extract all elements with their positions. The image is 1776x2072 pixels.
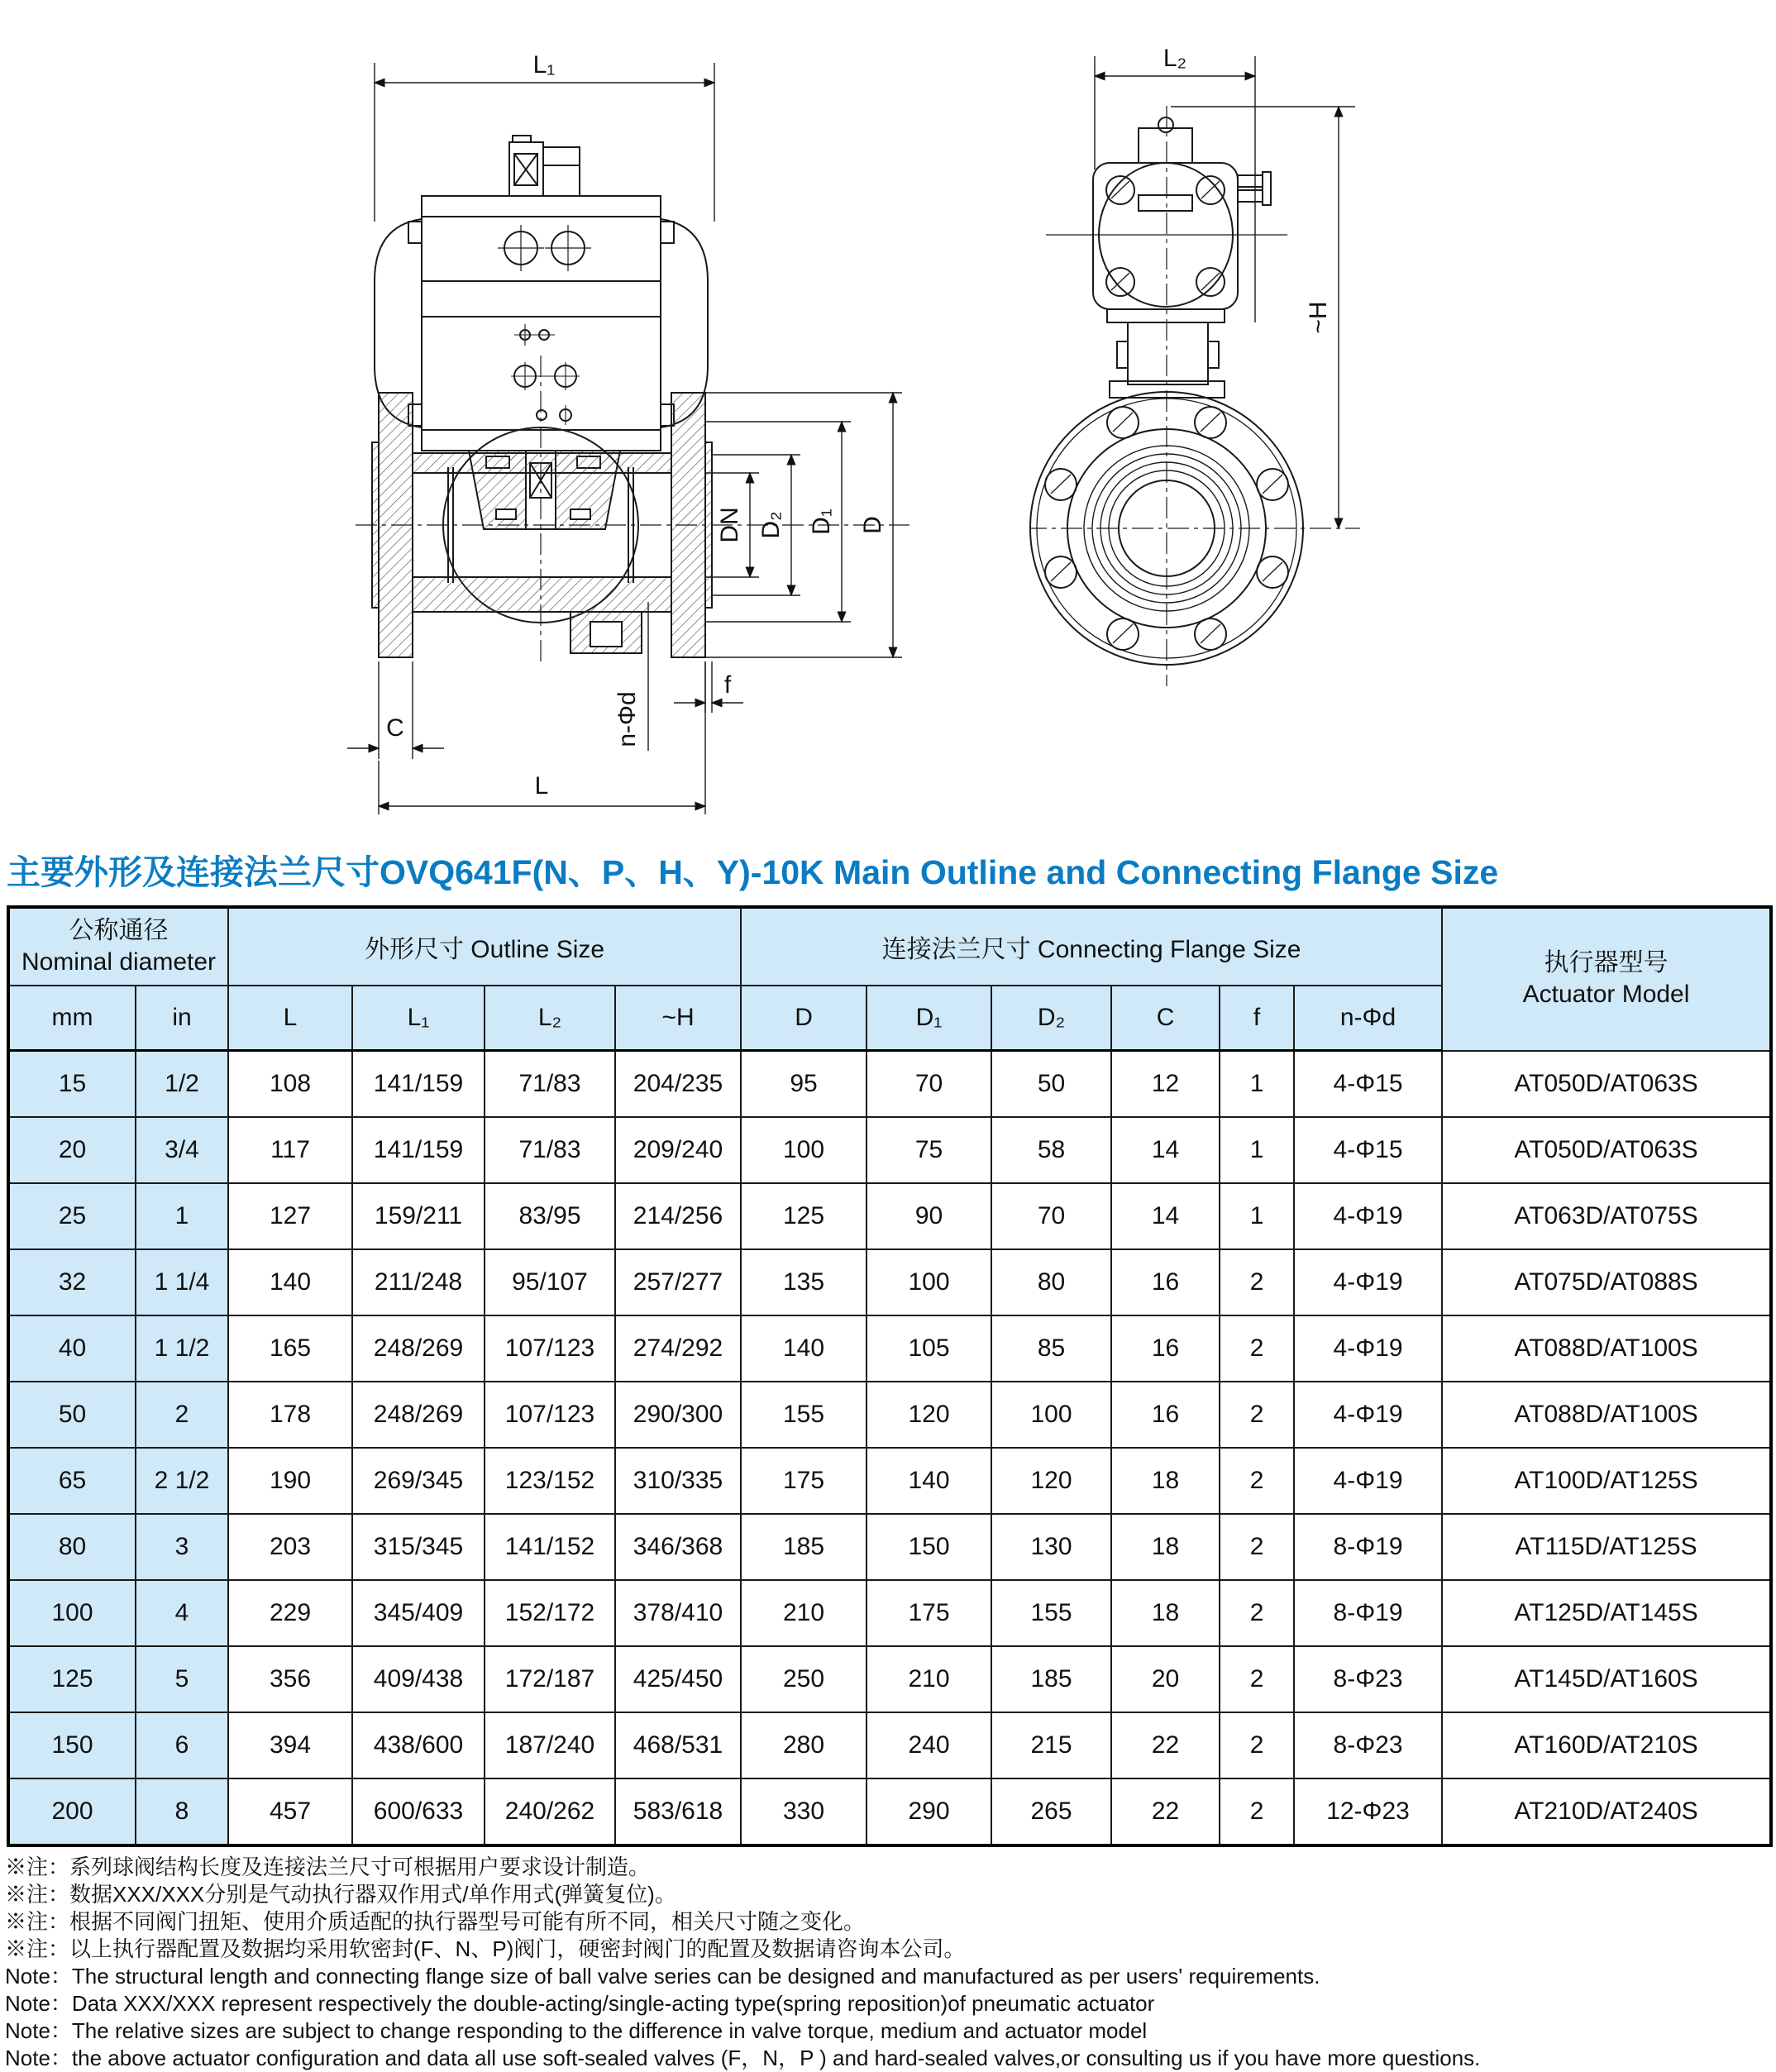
col-header-n-phi-d: n-Φd [1294, 986, 1442, 1051]
table-cell: AT125D/AT145S [1442, 1580, 1771, 1646]
table-cell: 16 [1111, 1382, 1220, 1448]
col-header-f: f [1220, 986, 1294, 1051]
table-cell: 257/277 [615, 1249, 741, 1315]
table-cell: 409/438 [352, 1646, 485, 1712]
col-header-D2: D₂ [991, 986, 1111, 1051]
table-cell: 378/410 [615, 1580, 741, 1646]
table-cell: 4-Φ19 [1294, 1382, 1442, 1448]
table-cell: 165 [228, 1315, 352, 1382]
table-cell: 100 [867, 1249, 991, 1315]
notes-block [5, 1854, 1776, 2072]
table-cell: 95 [741, 1051, 867, 1118]
table-cell: AT210D/AT240S [1442, 1778, 1771, 1845]
table-cell: 125 [8, 1646, 136, 1712]
table-row [8, 1448, 1771, 1514]
table-cell: 18 [1111, 1514, 1220, 1580]
table-cell: 600/633 [352, 1778, 485, 1845]
table-cell: 123/152 [485, 1448, 615, 1514]
table-cell: 107/123 [485, 1315, 615, 1382]
left-drawing-side-view [223, 0, 984, 842]
table-cell: 95/107 [485, 1249, 615, 1315]
table-row [8, 1514, 1771, 1580]
header-actuator-model [1442, 907, 1771, 1051]
table-body [8, 1051, 1771, 1846]
table-cell: 14 [1111, 1183, 1220, 1249]
dim-label-d2: D₂ [757, 511, 785, 539]
table-cell: 187/240 [485, 1712, 615, 1778]
table-cell: 240 [867, 1712, 991, 1778]
header-nominal-diameter [8, 907, 228, 986]
table-cell: AT088D/AT100S [1442, 1382, 1771, 1448]
table-cell: 290 [867, 1778, 991, 1845]
table-cell: 214/256 [615, 1183, 741, 1249]
table-cell: 2 [1220, 1514, 1294, 1580]
col-header-D1: D₁ [867, 986, 991, 1051]
dim-label-h: ~H [1305, 301, 1332, 334]
table-cell: 356 [228, 1646, 352, 1712]
table-row [8, 1249, 1771, 1315]
table-cell: 40 [8, 1315, 136, 1382]
note-line: ※注：数据XXX/XXX分别是气动执行器双作用式/单作用式(弹簧复位)。 [5, 1882, 676, 1907]
header-outline-size: 外形尺寸 Outline Size [228, 907, 741, 986]
table-cell: 107/123 [485, 1382, 615, 1448]
table-cell: 178 [228, 1382, 352, 1448]
table-cell: 20 [1111, 1646, 1220, 1712]
table-cell: 2 [1220, 1448, 1294, 1514]
table-cell: 1 1/4 [136, 1249, 228, 1315]
table-cell: 438/600 [352, 1712, 485, 1778]
table-cell: 4-Φ19 [1294, 1183, 1442, 1249]
table-cell: 4-Φ15 [1294, 1117, 1442, 1183]
dim-label-f: f [723, 671, 732, 699]
note-line: Note：Data XXX/XXX represent respectively the double-acting/single-acting type(spring reposition)of pneumatic actuator [5, 1991, 1155, 2016]
table-cell: 1 [1220, 1183, 1294, 1249]
dim-label-c: C [386, 714, 404, 742]
table-cell: 346/368 [615, 1514, 741, 1580]
table-cell: 155 [741, 1382, 867, 1448]
table-cell: 20 [8, 1117, 136, 1183]
table-cell: 172/187 [485, 1646, 615, 1712]
dim-label-n-phi-d: n-Φd [613, 691, 641, 747]
table-cell: 8-Φ23 [1294, 1712, 1442, 1778]
table-cell: 2 [1220, 1778, 1294, 1845]
table-cell: 83/95 [485, 1183, 615, 1249]
table-cell: 100 [991, 1382, 1111, 1448]
table-cell: 50 [991, 1051, 1111, 1118]
table-cell: 90 [867, 1183, 991, 1249]
table-cell: 80 [991, 1249, 1111, 1315]
header-actuator-cn: 执行器型号 [1544, 949, 1669, 977]
table-cell: 16 [1111, 1315, 1220, 1382]
table-cell: 152/172 [485, 1580, 615, 1646]
table-cell: 18 [1111, 1448, 1220, 1514]
table-cell: 175 [867, 1580, 991, 1646]
table-cell: 2 [136, 1382, 228, 1448]
table-cell: 130 [991, 1514, 1111, 1580]
table-cell: 140 [228, 1249, 352, 1315]
table-cell: 18 [1111, 1580, 1220, 1646]
table-cell: 3 [136, 1514, 228, 1580]
header-flange-size: 连接法兰尺寸 Connecting Flange Size [741, 907, 1442, 986]
table-cell: 140 [867, 1448, 991, 1514]
table-cell: 240/262 [485, 1778, 615, 1845]
dim-label-l2: L₂ [1163, 45, 1187, 72]
note-line: ※注：系列球阀结构长度及连接法兰尺寸可根据用户要求设计制造。 [5, 1855, 651, 1879]
table-cell: 141/159 [352, 1051, 485, 1118]
table-cell: 70 [867, 1051, 991, 1118]
table-cell: AT050D/AT063S [1442, 1117, 1771, 1183]
table-cell: 269/345 [352, 1448, 485, 1514]
table-cell: 1 [136, 1183, 228, 1249]
dimension-table [7, 905, 1773, 1847]
note-line: ※注：根据不同阀门扭矩、使用介质适配的执行器型号可能有所不同，相关尺寸随之变化。 [5, 1909, 866, 1934]
technical-drawings [0, 0, 1776, 842]
table-cell: 330 [741, 1778, 867, 1845]
table-cell: 583/618 [615, 1778, 741, 1845]
table-cell: 71/83 [485, 1117, 615, 1183]
table-cell: 65 [8, 1448, 136, 1514]
table-cell: 248/269 [352, 1382, 485, 1448]
table-cell: 280 [741, 1712, 867, 1778]
table-cell: 14 [1111, 1117, 1220, 1183]
table-cell: 185 [991, 1646, 1111, 1712]
table-cell: 150 [8, 1712, 136, 1778]
table-cell: 108 [228, 1051, 352, 1118]
table-cell: 80 [8, 1514, 136, 1580]
table-cell: 345/409 [352, 1580, 485, 1646]
table-cell: 2 [1220, 1382, 1294, 1448]
table-cell: 1 [1220, 1051, 1294, 1118]
solenoid-valve [509, 136, 580, 196]
table-cell: AT075D/AT088S [1442, 1249, 1771, 1315]
table-row [8, 1315, 1771, 1382]
table-cell: 4-Φ15 [1294, 1051, 1442, 1118]
table-cell: 4-Φ19 [1294, 1249, 1442, 1315]
table-cell: 22 [1111, 1778, 1220, 1845]
table-cell: 265 [991, 1778, 1111, 1845]
table-row [8, 1580, 1771, 1646]
table-cell: 141/152 [485, 1514, 615, 1580]
table-cell: 5 [136, 1646, 228, 1712]
table-cell: 22 [1111, 1712, 1220, 1778]
table-cell: 394 [228, 1712, 352, 1778]
table-cell: 125 [741, 1183, 867, 1249]
table-cell: AT050D/AT063S [1442, 1051, 1771, 1118]
dimension-f [674, 661, 743, 713]
page-title: 主要外形及连接法兰尺寸OVQ641F(N、P、H、Y)-10K Main Outline and Connecting Flange Size [7, 853, 1499, 891]
table-cell: 315/345 [352, 1514, 485, 1580]
table-cell: 100 [741, 1117, 867, 1183]
table-row [8, 1117, 1771, 1183]
table-cell: 210 [741, 1580, 867, 1646]
table-cell: 100 [8, 1580, 136, 1646]
table-cell: 210 [867, 1646, 991, 1712]
table-row [8, 1183, 1771, 1249]
table-cell: 2 [1220, 1315, 1294, 1382]
table-row [8, 1712, 1771, 1778]
table-cell: 70 [991, 1183, 1111, 1249]
note-line: ※注：以上执行器配置及数据均采用软密封(F、N、P)阀门，硬密封阀门的配置及数据请咨询本公司。 [5, 1936, 966, 1961]
header-nominal-en: Nominal diameter [21, 948, 217, 976]
table-cell: 8-Φ19 [1294, 1514, 1442, 1580]
table-cell: 211/248 [352, 1249, 485, 1315]
table-cell: 12-Φ23 [1294, 1778, 1442, 1845]
table-cell: 12 [1111, 1051, 1220, 1118]
table-cell: 203 [228, 1514, 352, 1580]
table-cell: 117 [228, 1117, 352, 1183]
table-cell: 2 [1220, 1646, 1294, 1712]
table-cell: 155 [991, 1580, 1111, 1646]
table-cell: 6 [136, 1712, 228, 1778]
table-cell: 135 [741, 1249, 867, 1315]
table-row [8, 1382, 1771, 1448]
table-cell: 2 [1220, 1249, 1294, 1315]
table-cell: 58 [991, 1117, 1111, 1183]
table-cell: AT100D/AT125S [1442, 1448, 1771, 1514]
table-cell: 140 [741, 1315, 867, 1382]
dimension-c [347, 661, 444, 759]
table-row [8, 1051, 1771, 1118]
dim-label-d1: D₁ [808, 508, 835, 535]
table-cell: 141/159 [352, 1117, 485, 1183]
table-cell: 85 [991, 1315, 1111, 1382]
table-row [8, 1778, 1771, 1845]
table-cell: 468/531 [615, 1712, 741, 1778]
table-cell: 159/211 [352, 1183, 485, 1249]
note-line: Note：the above actuator configuration and data all use soft-sealed valves (F，N，P ) and hard-sealed valves,or consulting us if you have more questions. [5, 2046, 1481, 2070]
dim-label-l: L [534, 772, 549, 800]
table-cell: AT088D/AT100S [1442, 1315, 1771, 1382]
table-cell: 425/450 [615, 1646, 741, 1712]
col-header-L: L [228, 986, 352, 1051]
table-cell: 50 [8, 1382, 136, 1448]
col-header-in: in [136, 986, 228, 1051]
col-header-L1: L₁ [352, 986, 485, 1051]
header-actuator-en: Actuator Model [1522, 981, 1690, 1009]
table-cell: 250 [741, 1646, 867, 1712]
table-cell: 229 [228, 1580, 352, 1646]
table-cell: 310/335 [615, 1448, 741, 1514]
table-cell: AT160D/AT210S [1442, 1712, 1771, 1778]
table-cell: 1 1/2 [136, 1315, 228, 1382]
table-cell: 1/2 [136, 1051, 228, 1118]
table-cell: 209/240 [615, 1117, 741, 1183]
table-cell: AT145D/AT160S [1442, 1646, 1771, 1712]
table-cell: 8-Φ19 [1294, 1580, 1442, 1646]
note-line: Note：The structural length and connecting flange size of ball valve series can be designed and manufactured as per users' requirements. [5, 1964, 1320, 1988]
table-cell: 204/235 [615, 1051, 741, 1118]
table-cell: 15 [8, 1051, 136, 1118]
table-cell: 2 [1220, 1712, 1294, 1778]
stem-column [1107, 309, 1225, 398]
table-cell: 16 [1111, 1249, 1220, 1315]
table-cell: 248/269 [352, 1315, 485, 1382]
table-header-group-row [8, 907, 1771, 986]
table-cell: 25 [8, 1183, 136, 1249]
dim-label-dn: DN [716, 507, 743, 543]
table-cell: 4-Φ19 [1294, 1315, 1442, 1382]
table-cell: 1 [1220, 1117, 1294, 1183]
table-cell: 105 [867, 1315, 991, 1382]
table-row [8, 1646, 1771, 1712]
col-header-C: C [1111, 986, 1220, 1051]
table-cell: 8-Φ23 [1294, 1646, 1442, 1712]
col-header-H: ~H [615, 986, 741, 1051]
table-cell: 150 [867, 1514, 991, 1580]
table-cell: 274/292 [615, 1315, 741, 1382]
table-cell: 71/83 [485, 1051, 615, 1118]
table-cell: 4-Φ19 [1294, 1448, 1442, 1514]
table-cell: 4 [136, 1580, 228, 1646]
table-cell: 185 [741, 1514, 867, 1580]
table-cell: 200 [8, 1778, 136, 1845]
table-cell: 120 [867, 1382, 991, 1448]
table-cell: 290/300 [615, 1382, 741, 1448]
table-cell: 175 [741, 1448, 867, 1514]
table-cell: 190 [228, 1448, 352, 1514]
right-drawing-end-view [1029, 0, 1616, 842]
table-cell: AT063D/AT075S [1442, 1183, 1771, 1249]
col-header-L2: L₂ [485, 986, 615, 1051]
dim-label-l1: L₁ [532, 51, 556, 79]
table-cell: 2 1/2 [136, 1448, 228, 1514]
table-cell: 215 [991, 1712, 1111, 1778]
table-cell: 75 [867, 1117, 991, 1183]
table-cell: 457 [228, 1778, 352, 1845]
note-line: Note：The relative sizes are subject to change responding to the difference in valve torque, medium and actuator model [5, 2018, 1148, 2043]
table-cell: 127 [228, 1183, 352, 1249]
table-cell: 3/4 [136, 1117, 228, 1183]
table-cell: 8 [136, 1778, 228, 1845]
header-nominal-cn: 公称通径 [69, 917, 169, 944]
table-cell: 120 [991, 1448, 1111, 1514]
table-cell: 2 [1220, 1580, 1294, 1646]
dim-label-d: D [859, 516, 886, 534]
dimension-l1 [375, 63, 714, 222]
col-header-D: D [741, 986, 867, 1051]
col-header-mm: mm [8, 986, 136, 1051]
table-cell: AT115D/AT125S [1442, 1514, 1771, 1580]
table-cell: 32 [8, 1249, 136, 1315]
actuator-end-view [1093, 117, 1271, 309]
